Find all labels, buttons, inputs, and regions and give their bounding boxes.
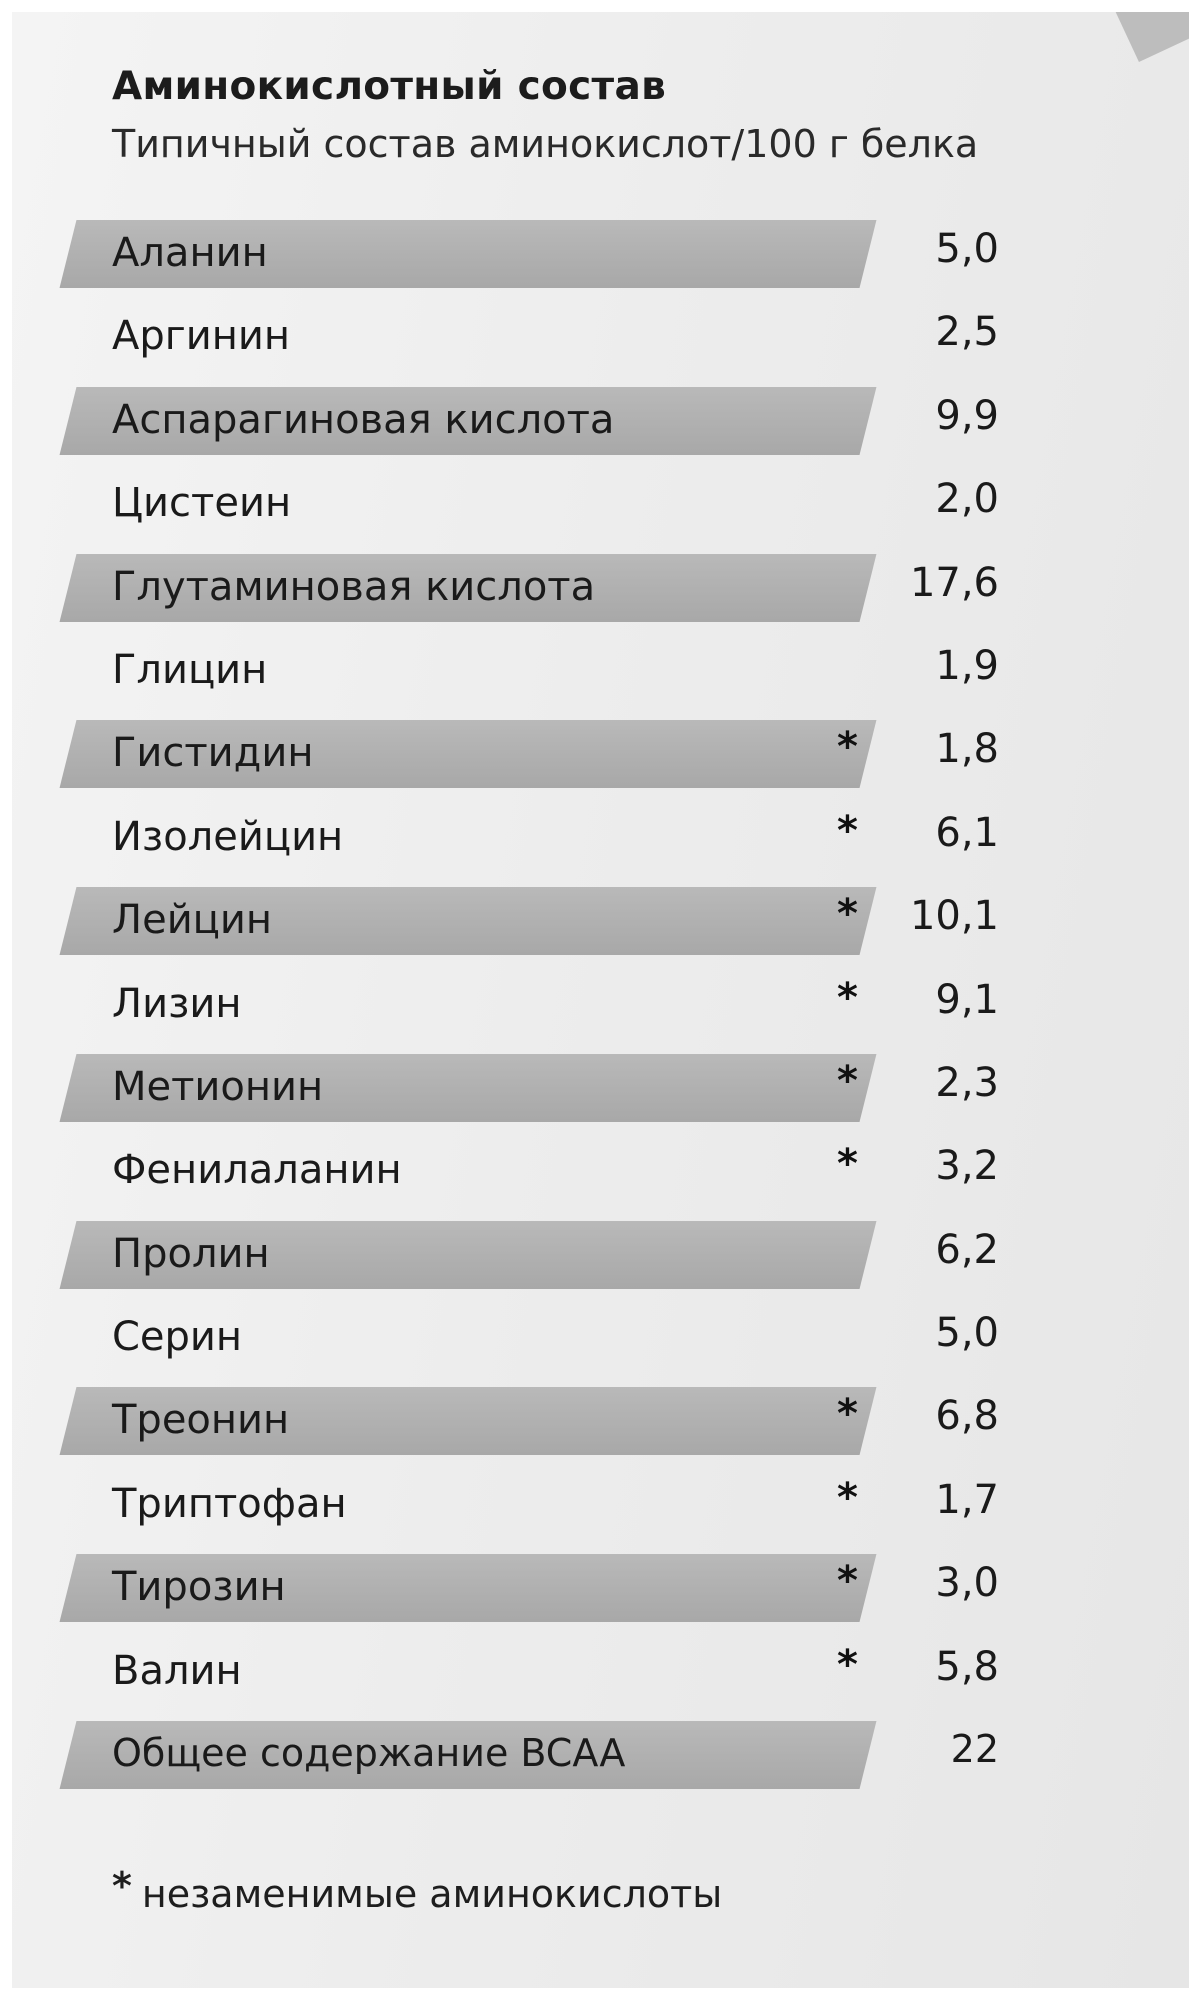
essential-marker: * [837, 1474, 858, 1521]
amino-acid-name: Фенилаланин [112, 1147, 402, 1194]
amino-acid-name: Глутаминовая кислота [112, 563, 596, 610]
amino-acid-name: Аспарагиновая кислота [112, 396, 615, 443]
amino-acid-value: 6,1 [935, 809, 999, 856]
amino-acid-name: Тирозин [112, 1564, 286, 1611]
table-row [12, 1129, 1189, 1212]
amino-acid-name: Лейцин [112, 897, 273, 944]
essential-marker: * [837, 1641, 858, 1688]
amino-acid-name: Пролин [112, 1230, 270, 1277]
essential-marker: * [837, 891, 858, 938]
table-row [12, 1296, 1189, 1379]
table-row [12, 1213, 1189, 1296]
amino-acid-name: Изолейцин [112, 813, 344, 860]
table-row [12, 379, 1189, 462]
panel-subtitle: Типичный состав аминокислот/100 г белка [112, 122, 979, 166]
amino-acid-value: 6,2 [935, 1226, 999, 1273]
table-row [12, 796, 1189, 879]
amino-acid-name: Аргинин [112, 313, 291, 360]
amino-acid-table [12, 212, 1189, 1796]
amino-acid-name: Триптофан [112, 1480, 347, 1527]
table-row [12, 1463, 1189, 1546]
package-panel [12, 12, 1189, 1988]
amino-acid-value: 10,1 [909, 893, 999, 940]
amino-acid-name: Метионин [112, 1063, 324, 1110]
amino-acid-value: 5,0 [935, 226, 999, 272]
table-row [12, 963, 1189, 1046]
essential-marker: * [837, 974, 858, 1021]
amino-acid-value: 3,0 [935, 1560, 999, 1607]
amino-acid-value: 1,7 [935, 1476, 999, 1523]
table-row [12, 546, 1189, 629]
table-row [12, 1546, 1189, 1629]
amino-acid-value: 6,8 [935, 1393, 999, 1440]
essential-marker: * [837, 807, 858, 854]
amino-acid-name: Цистеин [112, 480, 292, 527]
essential-marker: * [837, 724, 858, 771]
footnote-star: * [112, 1864, 132, 1908]
amino-acid-name: Серин [112, 1314, 243, 1361]
panel-title: Аминокислотный состав [112, 64, 667, 109]
amino-acid-value: 17,6 [909, 559, 999, 606]
table-row [12, 462, 1189, 545]
table-row [12, 712, 1189, 795]
essential-marker: * [837, 1141, 858, 1188]
table-row [12, 295, 1189, 378]
amino-acid-value: 2,5 [935, 309, 999, 356]
amino-acid-name: Валин [112, 1647, 242, 1694]
amino-acid-value: 3,2 [935, 1143, 999, 1190]
essential-marker: * [837, 1057, 858, 1104]
footnote [112, 1864, 723, 1916]
amino-acid-value: 2,3 [935, 1059, 999, 1106]
table-row [12, 629, 1189, 712]
amino-acid-name: Гистидин [112, 730, 314, 777]
amino-acid-value: 5,0 [935, 1310, 999, 1357]
amino-acid-name: Лизин [112, 980, 242, 1027]
table-row [12, 212, 1189, 295]
total-row [12, 1713, 1189, 1796]
total-label: Общее содержание BCAA [112, 1731, 626, 1776]
essential-marker: * [837, 1391, 858, 1438]
essential-marker: * [837, 1558, 858, 1605]
table-row [12, 1630, 1189, 1713]
footnote-text: незаменимые аминокислоты [141, 1872, 723, 1916]
table-row [12, 1046, 1189, 1129]
table-row [12, 879, 1189, 962]
amino-acid-value: 5,8 [935, 1643, 999, 1690]
amino-acid-value: 1,9 [935, 642, 999, 689]
amino-acid-name: Глицин [112, 646, 268, 693]
table-row [12, 1379, 1189, 1462]
amino-acid-value: 1,8 [935, 726, 999, 773]
amino-acid-value: 9,1 [935, 976, 999, 1023]
amino-acid-name: Аланин [112, 230, 268, 276]
amino-acid-name: Треонин [112, 1397, 290, 1444]
amino-acid-value: 9,9 [935, 392, 999, 439]
total-value: 22 [950, 1727, 999, 1772]
corner-shadow [1109, 12, 1189, 62]
amino-acid-value: 2,0 [935, 476, 999, 523]
